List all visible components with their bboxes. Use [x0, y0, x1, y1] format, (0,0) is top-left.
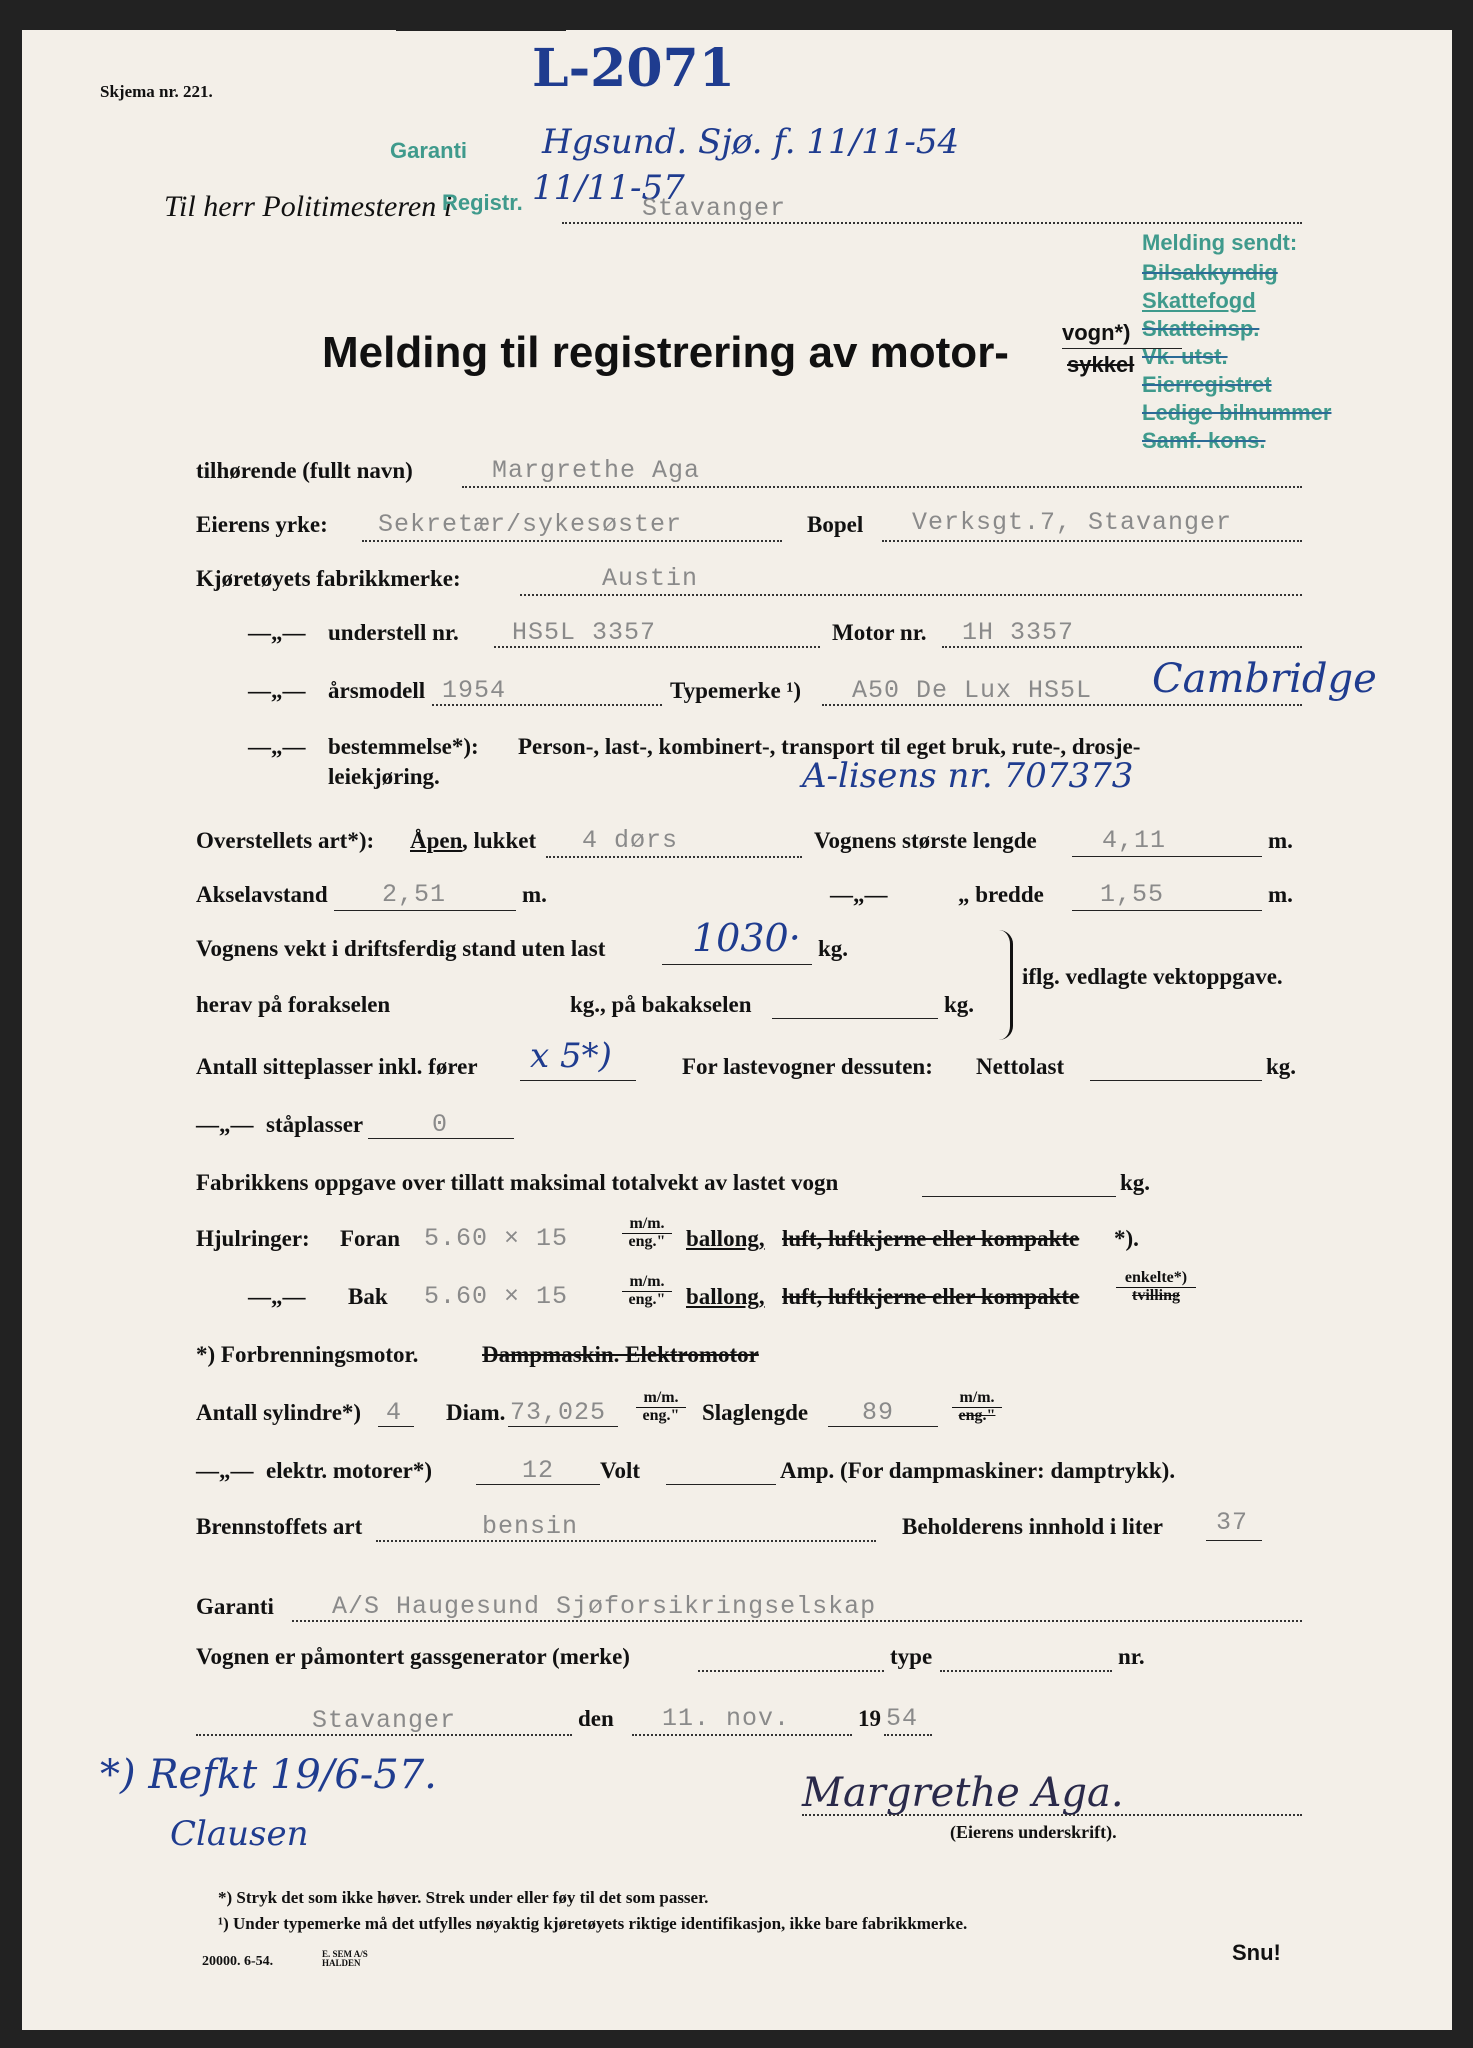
occupation-rule — [362, 540, 782, 542]
cylinders-label: Antall sylindre*) — [196, 1400, 362, 1425]
cylinders-rule — [378, 1426, 414, 1427]
place-value: Stavanger — [312, 1706, 457, 1735]
make-value: Austin — [602, 564, 699, 593]
residence-value: Verksgt.7, Stavanger — [912, 508, 1233, 537]
title-option-sykkel: sykkel — [1067, 352, 1135, 377]
seats-label: Antall sitteplasser inkl. fører — [196, 1054, 478, 1079]
owner-rule — [462, 486, 1302, 488]
license-handwritten: A-lisens nr. 707373 — [802, 756, 1134, 796]
tire-front-unit: m/m. eng." — [622, 1216, 672, 1251]
chassis-label: understell nr. — [328, 620, 459, 645]
amp-rule — [666, 1484, 776, 1485]
cylinders-value: 4 — [386, 1398, 403, 1427]
max-weight-label: Fabrikkens oppgave over tillatt maksimal totalvekt av lastet vogn — [196, 1170, 839, 1195]
footnote-2: ¹) Under typemerke må det utfylles nøyaktig kjøretøyets riktige identifikasjon, ikke bare fabrikkmerke. — [218, 1914, 968, 1933]
occupation-label: Eierens yrke: — [196, 512, 328, 537]
residence-rule — [882, 540, 1302, 542]
make-rule — [520, 594, 1302, 596]
printer-info: E. SEM A/S HALDEN — [322, 1949, 368, 1968]
stamp-item: Eierregistret — [1142, 372, 1272, 397]
dispatch-stamp — [1142, 230, 1352, 453]
diameter-unit: m/m. eng." — [636, 1390, 686, 1425]
recipient-line: Til herr Politimesteren i — [164, 190, 453, 223]
amp-label: Amp. (For dampmaskiner: damptrykk). — [780, 1458, 1176, 1483]
electric-motors-label: elektr. motorer*) — [266, 1458, 433, 1483]
year-label: årsmodell — [328, 678, 426, 703]
rear-axle-unit: kg. — [944, 992, 975, 1017]
max-weight-unit: kg. — [1120, 1170, 1151, 1195]
cargo-label: For lastevogner dessuten: — [682, 1054, 933, 1079]
year-rule — [432, 704, 662, 706]
ditto-mark: —„— — [248, 1284, 306, 1309]
year-prefix: 19 — [858, 1706, 881, 1731]
weight-label: Vognens vekt i driftsferdig stand uten last — [196, 936, 606, 961]
body-option-open: Åpen — [410, 828, 463, 853]
gas-type-rule — [940, 1670, 1112, 1672]
year-value: 1954 — [442, 676, 507, 705]
date-label: den — [578, 1706, 614, 1731]
seats-rule — [520, 1080, 636, 1081]
registration-form — [22, 30, 1452, 2030]
tire-rear-mounting: enkelte*) tvilling — [1116, 1270, 1196, 1305]
guarantee-note: Hgsund. Sjø. f. 11/11-54 — [542, 122, 960, 162]
stamp-item: Vk. utst. — [1142, 344, 1228, 369]
length-rule — [1072, 856, 1262, 857]
front-axle-label: herav på forakselen — [196, 992, 391, 1017]
year-rule — [884, 1734, 932, 1736]
make-label: Kjøretøyets fabrikkmerke: — [196, 566, 461, 591]
registr-date: 11/11-57 — [532, 168, 685, 208]
year-suffix: 54 — [886, 1704, 919, 1733]
length-label: Vognens største lengde — [814, 828, 1037, 853]
width-rule — [1072, 910, 1262, 911]
rear-axle-label: kg., på bakakselen — [570, 992, 752, 1017]
stroke-value: 89 — [862, 1398, 895, 1427]
ditto-mark: —„— — [196, 1458, 254, 1483]
diameter-rule — [508, 1426, 618, 1427]
fuel-rule — [376, 1540, 876, 1542]
tire-rear-unit: m/m. eng." — [622, 1274, 672, 1309]
recipient-line-rule — [562, 222, 1302, 224]
length-unit: m. — [1268, 828, 1293, 853]
length-value: 4,11 — [1102, 826, 1167, 855]
date-rule — [632, 1734, 852, 1736]
occupation-value: Sekretær/sykesøster — [378, 510, 683, 539]
tank-label: Beholderens innhold i liter — [902, 1514, 1163, 1539]
motor-type-other: Dampmaskin. Elektromotor — [482, 1342, 759, 1367]
owner-value: Margrethe Aga — [492, 456, 701, 485]
tire-rear-type-ballong: ballong, — [686, 1284, 765, 1309]
net-rule — [1090, 1080, 1262, 1081]
front-axle-rule — [396, 30, 566, 31]
wheelbase-unit: m. — [522, 882, 547, 907]
police-district: Stavanger — [642, 194, 787, 223]
tire-front-type-ballong: ballong, — [686, 1226, 765, 1251]
wheelbase-value: 2,51 — [382, 880, 447, 909]
gas-generator-rule — [698, 1670, 884, 1672]
ditto-mark: —„— — [248, 620, 306, 645]
stamp-item: Skatteinsp. — [1142, 316, 1260, 341]
weight-unit: kg. — [818, 936, 849, 961]
stroke-rule — [828, 1426, 938, 1427]
tire-rear-label: Bak — [348, 1284, 388, 1309]
guarantee-value: A/S Haugesund Sjøforsikringselskap — [332, 1592, 877, 1621]
guarantee-stamp: Garanti — [390, 138, 468, 163]
title-option-vogn: vogn*) — [1062, 320, 1131, 345]
date-value: 11. nov. — [662, 1704, 791, 1733]
title-fraction-rule — [1062, 348, 1182, 349]
signature-caption: (Eierens underskrift). — [950, 1822, 1117, 1842]
standing-rule — [368, 1138, 514, 1139]
tire-front-footnote: *). — [1114, 1226, 1139, 1251]
engine-rule — [942, 646, 1302, 648]
weight-rule — [662, 964, 812, 965]
ditto-mark: —„— — [196, 1112, 254, 1137]
purpose-line2: leiekjøring. — [328, 764, 440, 789]
wheelbase-rule — [334, 910, 516, 911]
purpose-label: bestemmelse*): — [328, 734, 479, 759]
registr-stamp: Registr. — [442, 190, 523, 215]
stamp-item: Ledige bilnummer — [1142, 400, 1332, 425]
ditto-mark: —„— — [248, 734, 306, 759]
type-label: Typemerke ¹) — [670, 678, 802, 703]
gas-generator-label: Vognen er påmontert gassgenerator (merke) — [196, 1644, 630, 1669]
stamp-item: Bilsakkyndig — [1142, 260, 1278, 285]
body-value: 4 dørs — [582, 826, 679, 855]
body-label: Overstellets art*): — [196, 828, 375, 853]
volt-label: Volt — [600, 1458, 641, 1483]
engine-value: 1H 3357 — [962, 618, 1075, 647]
tank-value: 37 — [1216, 1508, 1249, 1537]
volt-rule — [476, 1484, 600, 1485]
purpose-options: Person-, last-, kombinert-, transport til eget bruk, rute-, drosje- — [518, 734, 1141, 759]
body-option-closed: , lukket — [462, 828, 537, 853]
ditto-mark: —„— — [248, 678, 306, 703]
fuel-label: Brennstoffets art — [196, 1514, 363, 1539]
volt-value: 12 — [522, 1456, 555, 1485]
tire-front-label: Foran — [340, 1226, 401, 1251]
weight-value: 1030· — [692, 916, 801, 960]
rear-axle-rule — [772, 1018, 938, 1019]
print-info: 20000. 6-54. — [202, 1954, 274, 1969]
type-rule — [822, 704, 1302, 706]
stamp-heading: Melding sendt: — [1142, 230, 1298, 255]
form-title: Melding til registrering av motor- — [322, 328, 1009, 377]
diameter-value: 73,025 — [510, 1398, 607, 1427]
stroke-unit: m/m. eng." — [952, 1390, 1002, 1425]
stamp-item: Samf. kons. — [1142, 428, 1266, 453]
standing-label: ståplasser — [266, 1112, 364, 1137]
footnote-1: *) Stryk det som ikke høver. Strek under eller føy til det som passer. — [218, 1888, 709, 1907]
seats-value: x 5*) — [530, 1036, 612, 1076]
weight-brace — [998, 930, 1013, 1040]
width-value: 1,55 — [1100, 880, 1165, 909]
stroke-label: Slaglengde — [702, 1400, 809, 1425]
chassis-rule — [494, 646, 820, 648]
tire-front-value: 5.60 × 15 — [424, 1224, 569, 1253]
standing-value: 0 — [432, 1110, 449, 1139]
max-weight-rule — [922, 1196, 1116, 1197]
diameter-label: Diam. — [446, 1400, 506, 1425]
owner-label: tilhørende (fullt navn) — [196, 458, 413, 483]
motor-type-combustion: *) Forbrenningsmotor. — [196, 1342, 419, 1367]
refund-note: *) Refkt 19/6-57. — [100, 1752, 437, 1798]
guarantee-rule — [292, 1620, 1302, 1622]
form-number: Skjema nr. 221. — [100, 82, 213, 101]
initials-note: Clausen — [170, 1814, 309, 1854]
engine-label: Motor nr. — [832, 620, 927, 645]
width-unit: m. — [1268, 882, 1293, 907]
width-label: „ bredde — [958, 882, 1044, 907]
type-value: A50 De Lux HS5L — [852, 676, 1093, 705]
turn-over-note: Snu! — [1232, 1940, 1281, 1965]
tank-rule — [1206, 1540, 1262, 1541]
net-label: Nettolast — [976, 1054, 1065, 1079]
owner-signature: Margrethe Aga. — [802, 1770, 1124, 1816]
stamp-item: Skattefogd — [1142, 288, 1256, 313]
chassis-value: HS5L 3357 — [512, 618, 657, 647]
type-handwritten: Cambridge — [1152, 656, 1377, 702]
gas-type-label: type — [890, 1644, 933, 1669]
tire-front-type-other: luft, luftkjerne eller kompakte — [782, 1226, 1080, 1251]
tires-label: Hjulringer: — [196, 1226, 310, 1251]
wheelbase-label: Akselavstand — [196, 882, 328, 907]
signature-rule — [802, 1814, 1302, 1816]
fuel-value: bensin — [482, 1512, 579, 1541]
ditto-mark: —„— — [830, 882, 888, 907]
place-rule — [196, 1734, 572, 1736]
guarantee-label: Garanti — [196, 1594, 274, 1619]
registration-number: L-2071 — [532, 38, 735, 99]
body-rule — [546, 856, 802, 858]
tire-rear-type-other: luft, luftkjerne eller kompakte — [782, 1284, 1080, 1309]
weight-note: iflg. vedlagte vektoppgave. — [1022, 964, 1283, 989]
tire-rear-value: 5.60 × 15 — [424, 1282, 569, 1311]
residence-label: Bopel — [807, 512, 864, 537]
net-unit: kg. — [1266, 1054, 1297, 1079]
gas-nr-label: nr. — [1118, 1644, 1145, 1669]
